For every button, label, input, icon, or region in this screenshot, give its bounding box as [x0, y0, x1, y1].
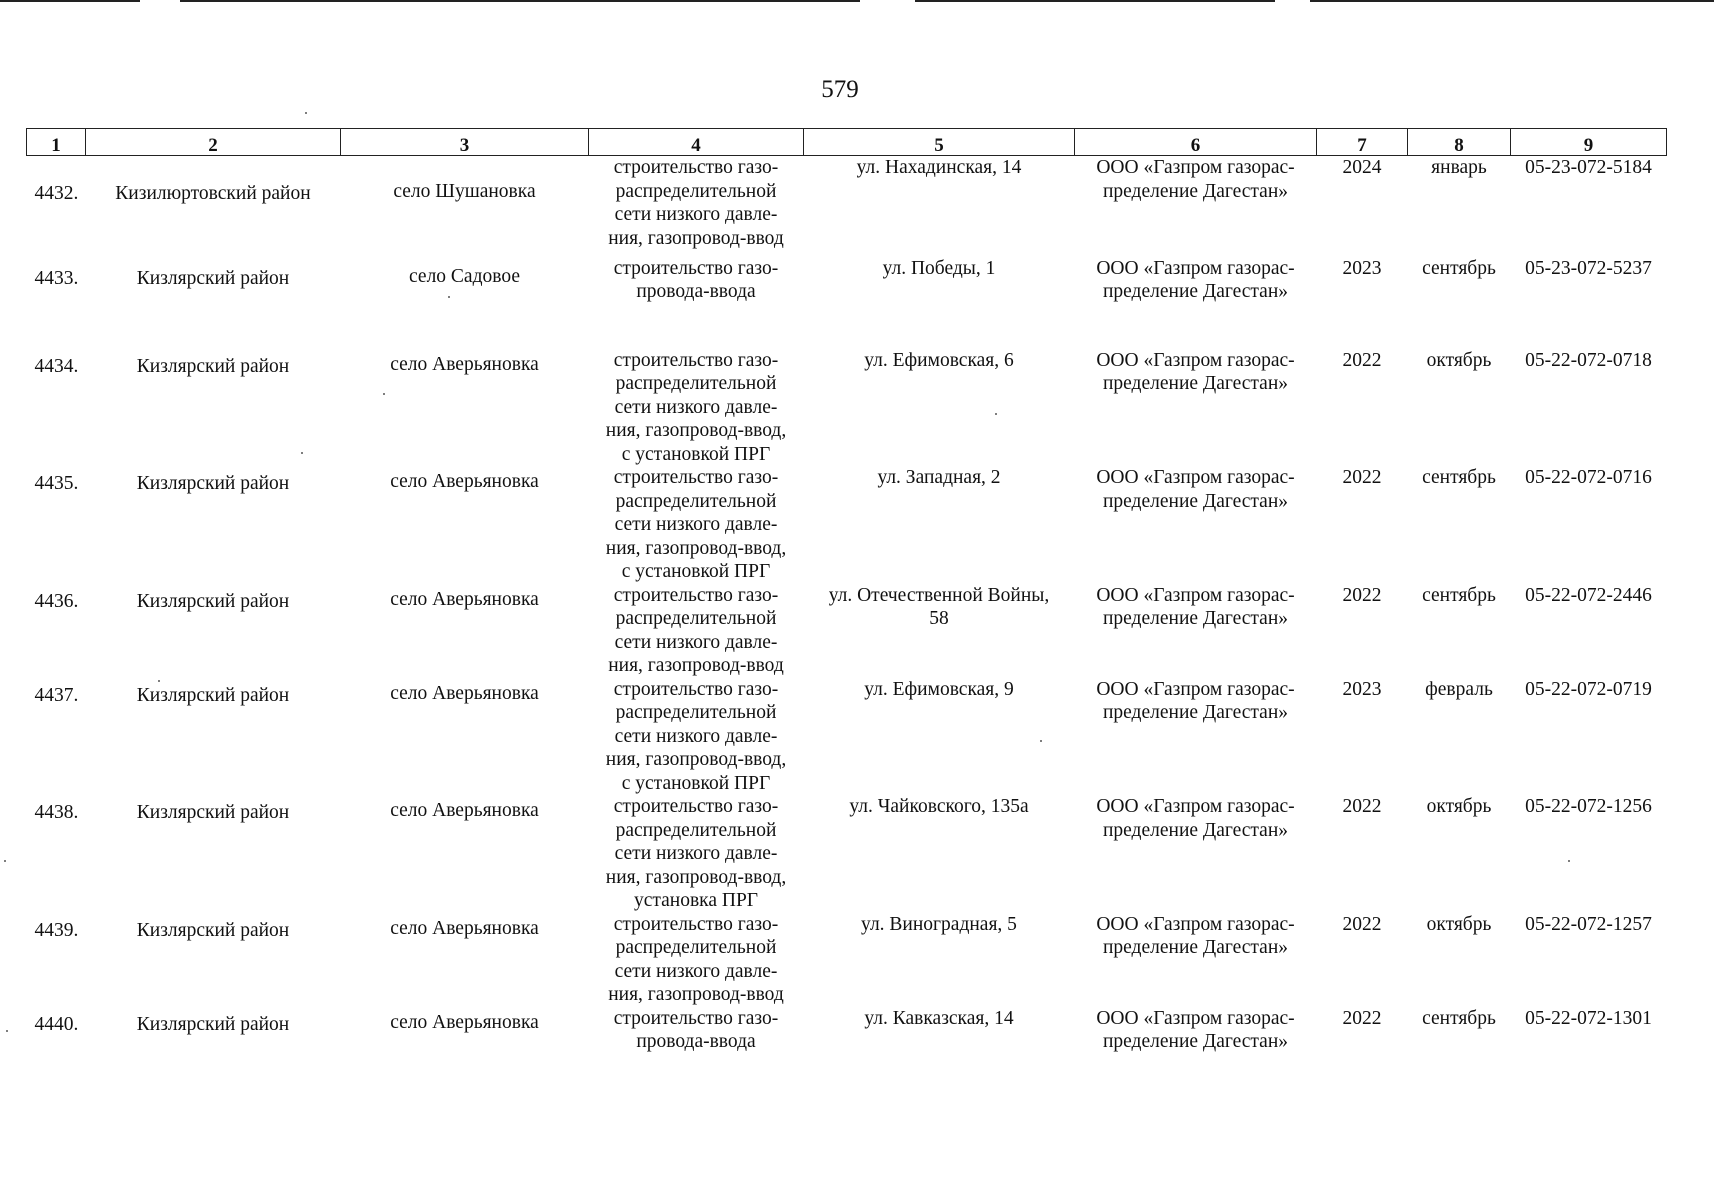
district-cell: Кизлярский район [136, 684, 290, 706]
register-table [26, 128, 1667, 1077]
column-header: 6 [1075, 129, 1317, 156]
table-row [27, 1007, 1667, 1077]
object-description-cell [589, 584, 804, 678]
district-cell: Кизлярский район [136, 355, 290, 377]
month-cell: сентябрь [1422, 1007, 1496, 1029]
district-cell: Кизлярский район [136, 590, 290, 612]
row-number-cell: 4440. [34, 1013, 79, 1035]
object-description-cell [589, 156, 804, 257]
month-cell: сентябрь [1422, 257, 1496, 279]
column-header: 8 [1408, 129, 1511, 156]
year-cell: 2023 [1342, 678, 1382, 700]
cell-line: ул. Западная, 2 [877, 467, 1001, 488]
cell-line: 58 [929, 608, 949, 629]
scan-speck [305, 112, 307, 114]
column-header: 2 [86, 129, 341, 156]
cell-line: ул. Ефимовская, 6 [864, 349, 1014, 371]
year-cell: 2022 [1342, 467, 1382, 488]
district-cell: Кизлярский район [136, 1013, 290, 1035]
cell-line: строительство газо- [613, 349, 779, 371]
address-cell [804, 156, 1075, 257]
cell-line: ул. Победы, 1 [882, 257, 996, 279]
code-cell: 05-22-072-0719 [1525, 678, 1652, 700]
cell-line: с установкой ПРГ [621, 443, 771, 465]
organization-cell [1075, 1007, 1317, 1077]
cell-line: распределительной [615, 490, 777, 512]
object-description-cell [589, 257, 804, 349]
address-cell [804, 913, 1075, 1007]
column-header: 9 [1511, 129, 1667, 156]
table-row [27, 913, 1667, 1007]
cell-line: ния, газопровод-ввод, [605, 749, 787, 770]
cell-line: пределение Дагестан» [1102, 819, 1289, 841]
row-number-cell: 4435. [34, 473, 79, 494]
scan-top-line [915, 0, 1275, 2]
cell-line: ООО «Газпром газорас- [1096, 257, 1295, 279]
scan-speck [6, 1030, 8, 1032]
cell-line: ООО «Газпром газорас- [1096, 678, 1295, 700]
district-cell: Кизлярский район [136, 802, 290, 823]
year-cell: 2022 [1342, 584, 1382, 606]
table-row [27, 678, 1667, 796]
month-cell: январь [1431, 157, 1487, 178]
cell-line: пределение Дагестан» [1102, 373, 1289, 394]
column-header: 7 [1317, 129, 1408, 156]
settlement-cell: село Аверьяновка [390, 682, 539, 704]
address-cell [804, 257, 1075, 349]
cell-line: сети низкого давле- [614, 631, 778, 653]
code-cell: 05-22-072-1257 [1525, 913, 1652, 935]
cell-line: сети низкого давле- [614, 843, 778, 864]
settlement-cell: село Садовое [409, 265, 520, 287]
cell-line: распределительной [615, 937, 777, 958]
cell-line: распределительной [615, 702, 777, 723]
month-cell: октябрь [1426, 913, 1492, 935]
table-row [27, 466, 1667, 584]
cell-line: ул. Кавказская, 14 [864, 1007, 1014, 1029]
cell-line: ООО «Газпром газорас- [1096, 796, 1295, 817]
organization-cell [1075, 678, 1317, 796]
object-description-cell [589, 466, 804, 584]
month-cell: сентябрь [1422, 467, 1496, 488]
cell-line: пределение Дагестан» [1102, 281, 1289, 302]
address-cell [804, 349, 1075, 467]
cell-line: сети низкого давле- [614, 396, 778, 418]
row-number-cell: 4438. [34, 802, 79, 823]
organization-cell [1075, 156, 1317, 257]
column-header: 3 [341, 129, 589, 156]
district-cell: Кизилюртовский район [115, 183, 311, 204]
cell-line: сети низкого давле- [614, 960, 778, 982]
cell-line: ния, газопровод-ввод [608, 227, 784, 249]
settlement-cell: село Аверьяновка [390, 917, 539, 939]
cell-line: ул. Виноградная, 5 [861, 913, 1017, 935]
district-cell: Кизлярский район [136, 473, 290, 494]
cell-line: пределение Дагестан» [1102, 608, 1289, 629]
cell-line: ООО «Газпром газорас- [1096, 1007, 1295, 1029]
cell-line: распределительной [615, 819, 777, 841]
cell-line: ул. Нахадинская, 14 [856, 157, 1022, 178]
column-header: 4 [589, 129, 804, 156]
year-cell: 2022 [1342, 349, 1382, 371]
code-cell: 05-22-072-0718 [1525, 349, 1652, 371]
month-cell: октябрь [1426, 349, 1492, 371]
table-row [27, 349, 1667, 467]
cell-line: распределительной [615, 608, 777, 629]
code-cell: 05-22-072-1301 [1525, 1007, 1652, 1029]
table-row [27, 584, 1667, 678]
cell-line: распределительной [615, 373, 777, 394]
organization-cell [1075, 349, 1317, 467]
settlement-cell: село Аверьяновка [390, 353, 539, 375]
row-number-cell: 4439. [34, 919, 79, 941]
cell-line: сети низкого давле- [614, 725, 778, 747]
scan-top-line [180, 0, 860, 2]
object-description-cell [589, 795, 804, 913]
row-number-cell: 4434. [34, 355, 79, 377]
cell-line: строительство газо- [613, 1007, 779, 1029]
cell-line: с установкой ПРГ [621, 561, 771, 582]
cell-line: пределение Дагестан» [1102, 490, 1289, 512]
organization-cell [1075, 913, 1317, 1007]
cell-line: установка ПРГ [633, 890, 759, 911]
organization-cell [1075, 584, 1317, 678]
cell-line: строительство газо- [613, 467, 779, 488]
year-cell: 2024 [1342, 157, 1382, 178]
address-cell [804, 795, 1075, 913]
cell-line: распределительной [615, 180, 777, 202]
object-description-cell [589, 913, 804, 1007]
cell-line: ния, газопровод-ввод [608, 984, 784, 1005]
row-number-cell: 4436. [34, 590, 79, 612]
cell-line: пределение Дагестан» [1102, 1031, 1289, 1052]
cell-line: сети низкого давле- [614, 514, 778, 535]
column-header: 5 [804, 129, 1075, 156]
settlement-cell: село Аверьяновка [390, 1011, 539, 1033]
cell-line: провода-ввода [636, 281, 756, 302]
settlement-cell: село Шушановка [393, 181, 536, 202]
cell-line: ния, газопровод-ввод, [605, 537, 787, 559]
cell-line: строительство газо- [613, 913, 779, 935]
object-description-cell [589, 349, 804, 467]
settlement-cell: село Аверьяновка [390, 588, 539, 610]
scan-top-line [1310, 0, 1714, 2]
cell-line: пределение Дагестан» [1102, 937, 1289, 958]
table-row [27, 156, 1667, 257]
cell-line: ул. Отечественной Войны, [828, 584, 1050, 606]
code-cell: 05-22-072-0716 [1525, 467, 1652, 488]
cell-line: пределение Дагестан» [1102, 180, 1289, 202]
address-cell [804, 466, 1075, 584]
organization-cell [1075, 466, 1317, 584]
cell-line: с установкой ПРГ [621, 772, 771, 794]
row-number-cell: 4432. [34, 183, 79, 204]
year-cell: 2023 [1342, 257, 1382, 279]
row-number-cell: 4437. [34, 684, 79, 706]
code-cell: 05-23-072-5237 [1525, 257, 1652, 279]
cell-line: строительство газо- [613, 157, 779, 178]
address-cell [804, 678, 1075, 796]
table-row [27, 257, 1667, 349]
code-cell: 05-22-072-1256 [1525, 796, 1652, 817]
code-cell: 05-22-072-2446 [1525, 584, 1652, 606]
year-cell: 2022 [1342, 913, 1382, 935]
address-cell [804, 1007, 1075, 1077]
cell-line: ния, газопровод-ввод, [605, 420, 787, 441]
month-cell: сентябрь [1422, 584, 1496, 606]
year-cell: 2022 [1342, 796, 1382, 817]
cell-line: сети низкого давле- [614, 204, 778, 225]
district-cell: Кизлярский район [136, 267, 290, 289]
month-cell: февраль [1425, 678, 1493, 700]
cell-line: строительство газо- [613, 796, 779, 817]
column-number-row [27, 129, 1667, 156]
district-cell: Кизлярский район [136, 919, 290, 941]
cell-line: ООО «Газпром газорас- [1096, 913, 1295, 935]
table-body [27, 156, 1667, 1077]
table-row [27, 795, 1667, 913]
column-header: 1 [27, 129, 86, 156]
row-number-cell: 4433. [34, 267, 79, 289]
object-description-cell [589, 1007, 804, 1077]
year-cell: 2022 [1342, 1007, 1382, 1029]
cell-line: ния, газопровод-ввод [608, 655, 784, 676]
cell-line: строительство газо- [613, 257, 779, 279]
month-cell: октябрь [1426, 796, 1492, 817]
page-number: 579 [821, 76, 859, 103]
scan-top-line [0, 0, 140, 2]
settlement-cell: село Аверьяновка [390, 800, 539, 821]
cell-line: ООО «Газпром газорас- [1096, 584, 1295, 606]
organization-cell [1075, 795, 1317, 913]
scan-speck [4, 860, 6, 862]
cell-line: провода-ввода [636, 1031, 756, 1052]
cell-line: ул. Чайковского, 135а [849, 796, 1029, 817]
cell-line: пределение Дагестан» [1102, 702, 1289, 723]
organization-cell [1075, 257, 1317, 349]
address-cell [804, 584, 1075, 678]
object-description-cell [589, 678, 804, 796]
settlement-cell: село Аверьяновка [390, 471, 539, 492]
cell-line: ООО «Газпром газорас- [1096, 349, 1295, 371]
cell-line: ния, газопровод-ввод, [605, 866, 787, 888]
cell-line: строительство газо- [613, 584, 779, 606]
cell-line: ООО «Газпром газорас- [1096, 157, 1295, 178]
code-cell: 05-23-072-5184 [1525, 157, 1652, 178]
cell-line: строительство газо- [613, 678, 779, 700]
cell-line: ул. Ефимовская, 9 [864, 678, 1014, 700]
cell-line: ООО «Газпром газорас- [1096, 467, 1295, 488]
